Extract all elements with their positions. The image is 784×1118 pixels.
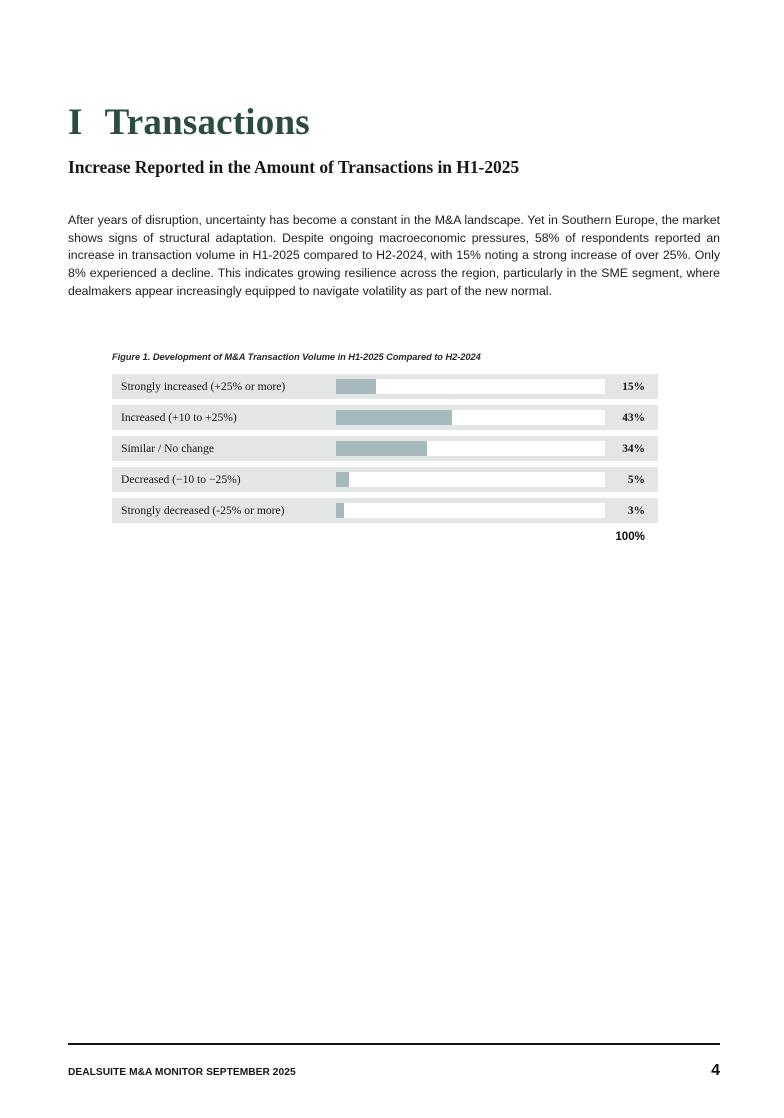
table-row (112, 405, 658, 430)
bar-track (336, 503, 605, 518)
page-footer (68, 1062, 720, 1080)
bar-value-label: 3% (627, 504, 645, 517)
bar-fill (336, 503, 344, 518)
bar-category-label: Increased (+10 to +25%) (121, 411, 237, 424)
chapter-numeral: I (68, 101, 83, 143)
figure-1 (112, 352, 658, 543)
figure-caption: Figure 1. Development of M&A Transaction Volume in H1-2025 Compared to H2-2024 (112, 352, 481, 362)
bar-chart (112, 374, 658, 543)
bar-category-label: Similar / No change (121, 442, 215, 455)
bar-category-label: Decreased (−10 to −25%) (121, 473, 241, 486)
body-paragraph: After years of disruption, uncertainty has become a constant in the M&A landscape. Yet in Southern Europe, the market shows signs of structural adaptation. Despite ongoing macroeconomic pressures, 58% of respondents reported an increase in transaction volume in H1-2025 compared to H2-2024, with 15% noting a strong increase of over 25%. Only 8% experienced a decline. This indicates growing resilience across the region, particularly in the SME segment, where dealmakers appear increasingly equipped to navigate volatility as part of the new normal. (68, 213, 720, 298)
bar-track (336, 472, 605, 487)
table-row (112, 498, 658, 523)
bar-fill (336, 472, 349, 487)
bar-value-label: 15% (622, 380, 645, 393)
footer-document-name: DEALSUITE M&A MONITOR SEPTEMBER 2025 (68, 1067, 296, 1078)
bar-category-label: Strongly increased (+25% or more) (121, 380, 286, 393)
bar-value-label: 34% (622, 442, 645, 455)
section-subtitle: Increase Reported in the Amount of Transactions in H1-2025 (68, 156, 520, 177)
table-row (112, 374, 658, 399)
bar-track (336, 379, 605, 394)
footer-divider (68, 1043, 720, 1045)
bar-fill (336, 410, 452, 425)
page-title (68, 101, 310, 144)
bar-value-label: 5% (627, 473, 645, 486)
table-row (112, 436, 658, 461)
table-row (112, 467, 658, 492)
bar-value-label: 43% (622, 411, 645, 424)
footer-page-number: 4 (711, 1062, 720, 1079)
bar-fill (336, 379, 376, 394)
bar-track (336, 441, 605, 456)
chart-total-label: 100% (615, 530, 645, 543)
bar-track (336, 410, 605, 425)
bar-fill (336, 441, 427, 456)
chapter-title-text: Transactions (104, 101, 310, 143)
bar-category-label: Strongly decreased (-25% or more) (121, 504, 285, 517)
